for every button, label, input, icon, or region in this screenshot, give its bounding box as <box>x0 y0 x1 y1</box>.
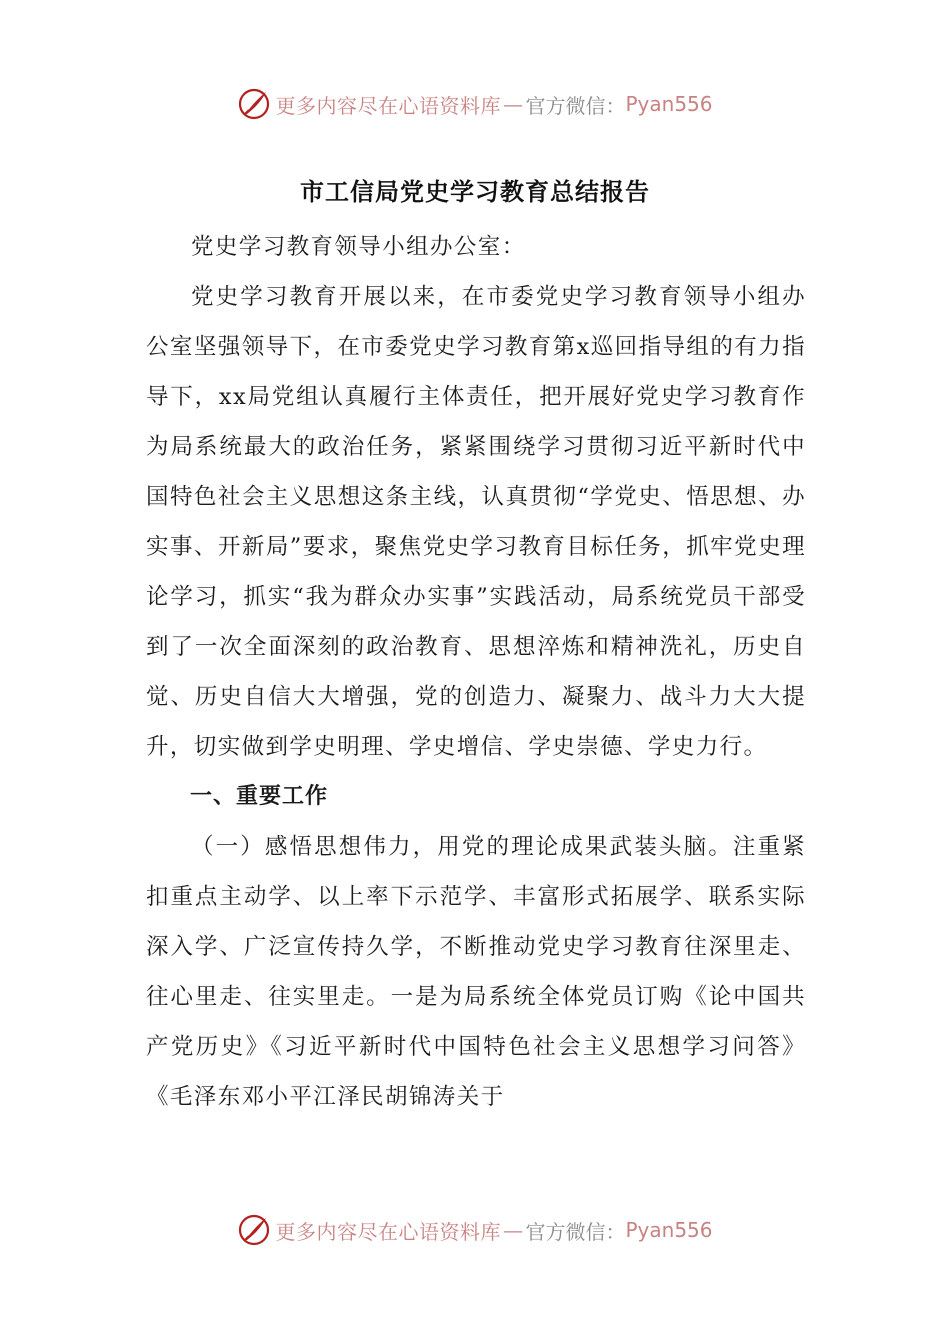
banner-wechat-id: Pyan556 <box>625 1218 713 1242</box>
document-title: 市工信局党史学习教育总结报告 <box>300 177 650 206</box>
salutation: 党史学习教育领导小组办公室： <box>191 234 526 260</box>
banner-wechat-label: 官方微信： <box>525 1219 626 1244</box>
header-watermark-banner <box>0 82 950 126</box>
section-heading: 一、重要工作 <box>190 784 329 809</box>
banner-text: 更多内容尽在心语资料库 <box>275 93 501 118</box>
quill-logo-icon <box>237 87 271 121</box>
banner-dash: — <box>502 92 524 116</box>
footer-watermark-banner <box>0 1208 950 1252</box>
banner-dash: — <box>502 1218 524 1242</box>
banner-wechat-id: Pyan556 <box>625 92 713 116</box>
paragraph: （一）感悟思想伟力，用党的理论成果武装头脑。注重紧扣重点主动学、以上率下示范学、丰富形式拓展学、联系实际深入学、广泛宣传持久学，不断推动党史学习教育往深里走、往心里走、往实里走。一是为局系统全体党员订购《论中国共产党历史》《习近平新时代中国特色社会主义思想学习问答》《毛泽东邓小平江泽民胡锦涛关于 <box>146 834 806 1110</box>
banner-wechat-label: 官方微信： <box>525 93 626 118</box>
banner-text: 更多内容尽在心语资料库 <box>275 1219 501 1244</box>
quill-logo-icon <box>237 1213 271 1247</box>
document-body <box>146 222 806 1122</box>
paragraph: 党史学习教育开展以来，在市委党史学习教育领导小组办公室坚强领导下，在市委党史学习教育第x巡回指导组的有力指导下，xx局党组认真履行主体责任，把开展好党史学习教育作为局系统最大的政治任务，紧紧围绕学习贯彻习近平新时代中国特色社会主义思想这条主线，认真贯彻“学党史、悟思想、办实事、开新局”要求，聚焦党史学习教育目标任务，抓牢党史理论学习，抓实“我为群众办实事”实践活动，局系统党员干部受到了一次全面深刻的政治教育、思想淬炼和精神洗礼，历史自觉、历史自信大大增强，党的创造力、凝聚力、战斗力大大提升，切实做到学史明理、学史增信、学史崇德、学史力行。 <box>146 284 806 760</box>
